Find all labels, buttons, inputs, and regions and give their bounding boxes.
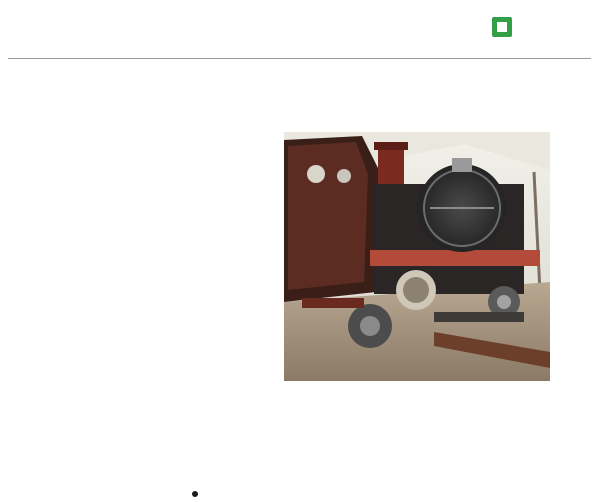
article-body (86, 129, 200, 131)
article-end-mark (192, 491, 198, 497)
logo-square-icon (492, 17, 512, 37)
header-divider (8, 58, 591, 59)
locomotive-photo (284, 132, 550, 381)
page-reference (11, 41, 25, 51)
data-stampa-logo (492, 15, 596, 39)
